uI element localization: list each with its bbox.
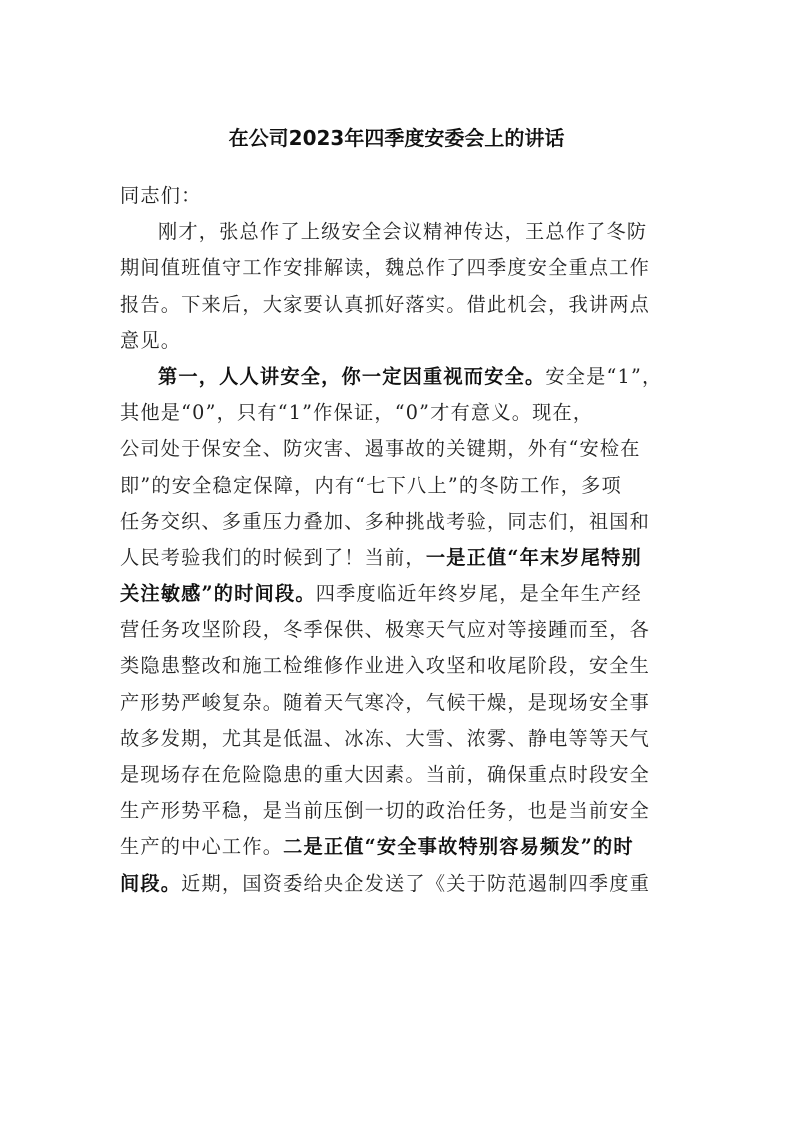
text-line: 报告。下来后，大家要认真抓好落实。借此机会，我讲两点 bbox=[120, 292, 651, 316]
text-line: 其他是“0”，只有“1”作保证，“0”才有意义。现在， bbox=[120, 401, 594, 425]
text-line bbox=[120, 829, 680, 865]
text-run: 四季度临近年终岁尾，是全年生产经 bbox=[315, 582, 642, 606]
text-run: 人民考验我们的时候到了！当前， bbox=[120, 545, 426, 569]
salutation: 同志们： bbox=[120, 184, 202, 207]
paragraph-1 bbox=[120, 214, 680, 359]
text-line: 即”的安全稳定保障，内有“七下八上”的冬防工作，多项 bbox=[120, 473, 622, 497]
text-line bbox=[120, 540, 680, 576]
text-run: 安全是“1”， bbox=[545, 364, 663, 388]
document-body bbox=[120, 178, 680, 902]
bold-point: 二是正值“安全事故特别容易频发”的时 bbox=[283, 835, 634, 859]
text-line: 意见。 bbox=[120, 328, 182, 352]
text-line: 公司处于保安全、防灾害、遏事故的关键期，外有“安检在 bbox=[120, 437, 641, 461]
bold-point: 一是正值“年末岁尾特别 bbox=[425, 545, 642, 569]
bold-heading: 第一，人人讲安全，你一定因重视而安全。 bbox=[158, 364, 546, 388]
text-line bbox=[120, 866, 680, 902]
paragraph-2 bbox=[120, 359, 680, 902]
text-line: 类隐患整改和施工检维修作业进入攻坚和收尾阶段，安全生 bbox=[120, 654, 651, 678]
text-line: 是现场存在危险隐患的重大因素。当前，确保重点时段安全 bbox=[120, 763, 651, 786]
text-line bbox=[120, 576, 680, 612]
text-line: 期间值班值守工作安排解读，魏总作了四季度安全重点工作 bbox=[120, 256, 651, 280]
bold-point: 关注敏感”的时间段。 bbox=[120, 582, 316, 606]
text-run: 生产的中心工作。 bbox=[120, 835, 284, 859]
text-line bbox=[120, 359, 680, 395]
text-line: 生产形势平稳，是当前压倒一切的政治任务，也是当前安全 bbox=[120, 799, 651, 823]
text-line: 任务交织、多重压力叠加、多种挑战考验，同志们，祖国和 bbox=[120, 509, 651, 533]
text-line: 刚才，张总作了上级安全会议精神传达，王总作了冬防 bbox=[158, 220, 648, 244]
bold-point: 间段。 bbox=[120, 871, 182, 895]
text-line: 营任务攻坚阶段，冬季保供、极寒天气应对等接踵而至，各 bbox=[120, 618, 651, 642]
text-run: 近期，国资委给央企发送了《关于防范遏制四季度重 bbox=[181, 871, 651, 895]
text-line: 产形势严峻复杂。随着天气寒冷，气候干燥，是现场安全事 bbox=[120, 690, 651, 714]
document-title: 在公司2023年四季度安委会上的讲话 bbox=[228, 126, 565, 150]
text-line: 故多发期，尤其是低温、冰冻、大雪、浓雾、静电等等天气 bbox=[120, 726, 651, 750]
